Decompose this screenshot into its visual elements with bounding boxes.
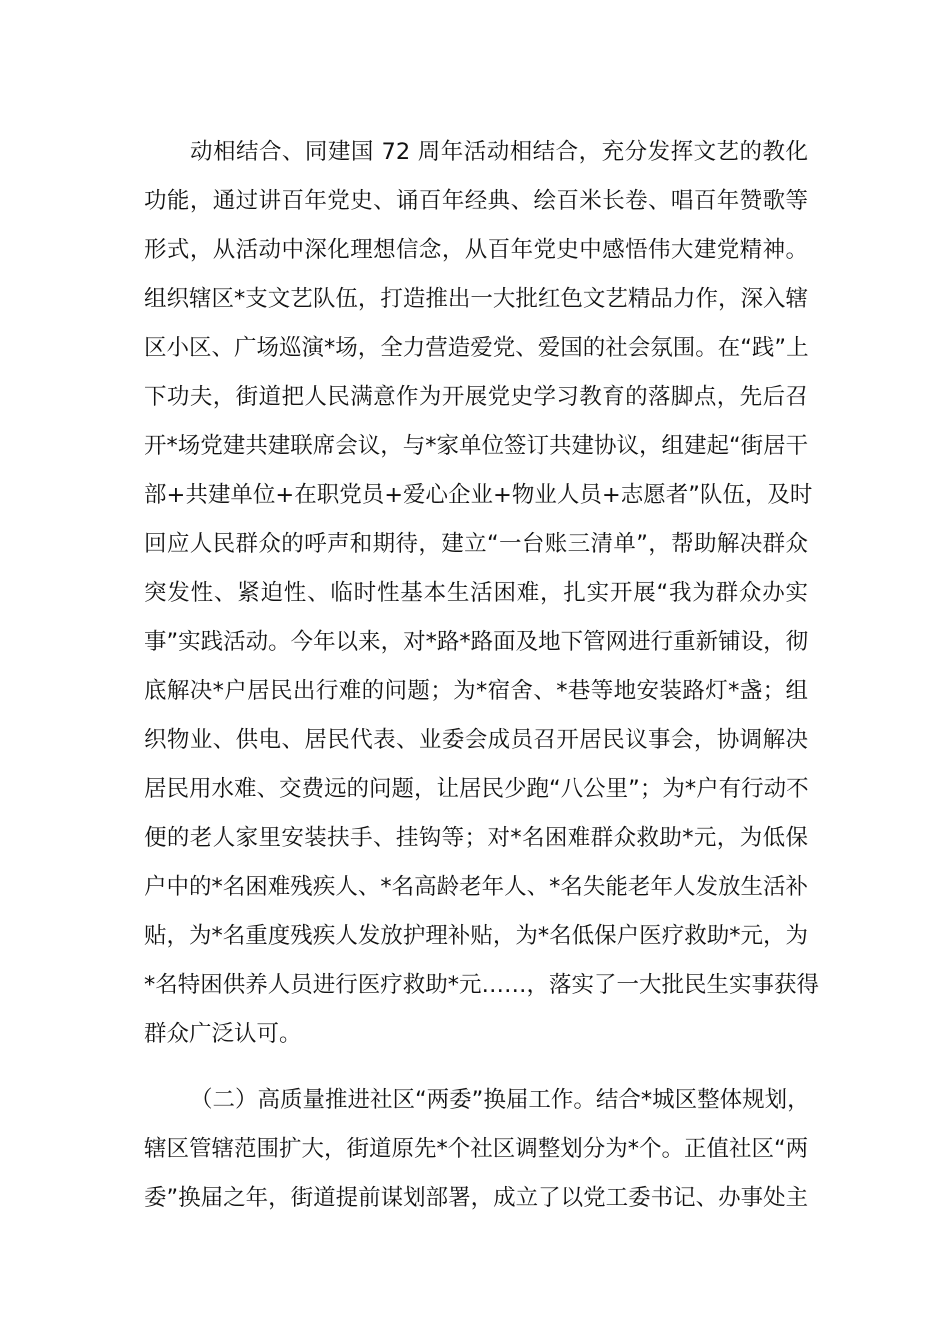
text-line: 开*场党建共建联席会议，与*家单位签订共建协议，组建起“街居干 xyxy=(144,433,809,459)
text-line: 户中的*名困难残疾人、*名高龄老年人、*名失能老年人发放生活补 xyxy=(144,874,808,900)
text-line: 下功夫，街道把人民满意作为开展党史学习教育的落脚点，先后召 xyxy=(144,384,808,410)
text-line: 居民用水难、交费远的问题，让居民少跑“八公里”；为*户有行动不 xyxy=(144,776,809,802)
section-heading-line: （二）高质量推进社区“两委”换届工作。结合*城区整体规划， xyxy=(190,1087,810,1113)
text-line: 回应人民群众的呼声和期待，建立“一台账三清单”，帮助解决群众 xyxy=(144,531,808,557)
text-line: 功能，通过讲百年党史、诵百年经典、绘百米长卷、唱百年赞歌等 xyxy=(144,188,808,214)
text-line: 织物业、供电、居民代表、业委会成员召开居民议事会，协调解决 xyxy=(144,727,808,753)
body-paragraph-2 xyxy=(144,1076,808,1223)
text-line: 辖区管辖范围扩大，街道原先*个社区调整划分为*个。正值社区“两 xyxy=(144,1136,809,1162)
text-line: 委”换届之年，街道提前谋划部署，成立了以党工委书记、办事处主 xyxy=(144,1185,809,1211)
text-line: 底解决*户居民出行难的问题；为*宿舍、*巷等地安装路灯*盏；组 xyxy=(144,678,808,704)
text-line: 动相结合、同建国 72 周年活动相结合，充分发挥文艺的教化 xyxy=(190,139,808,165)
text-line: 形式，从活动中深化理想信念，从百年党史中感悟伟大建党精神。 xyxy=(144,237,808,263)
text-line: 突发性、紧迫性、临时性基本生活困难，扎实开展“我为群众办实 xyxy=(144,580,808,606)
text-line: 便的老人家里安装扶手、挂钩等；对*名困难群众救助*元，为低保 xyxy=(144,825,808,851)
text-line: 区小区、广场巡演*场，全力营造爱党、爱国的社会氛围。在“践”上 xyxy=(144,335,809,361)
text-line: *名特困供养人员进行医疗救助*元……，落实了一大批民生实事获得 xyxy=(144,972,820,998)
text-line: 事”实践活动。今年以来，对*路*路面及地下管网进行重新铺设，彻 xyxy=(144,629,809,655)
text-line: 贴，为*名重度残疾人发放护理补贴，为*名低保户医疗救助*元，为 xyxy=(144,923,808,949)
text-line: 组织辖区*支文艺队伍，打造推出一大批红色文艺精品力作，深入辖 xyxy=(144,286,808,312)
text-line: 群众广泛认可。 xyxy=(144,1021,302,1047)
body-paragraph-1 xyxy=(144,128,820,1059)
text-line: 部+共建单位+在职党员+爱心企业+物业人员+志愿者”队伍，及时 xyxy=(144,482,813,508)
